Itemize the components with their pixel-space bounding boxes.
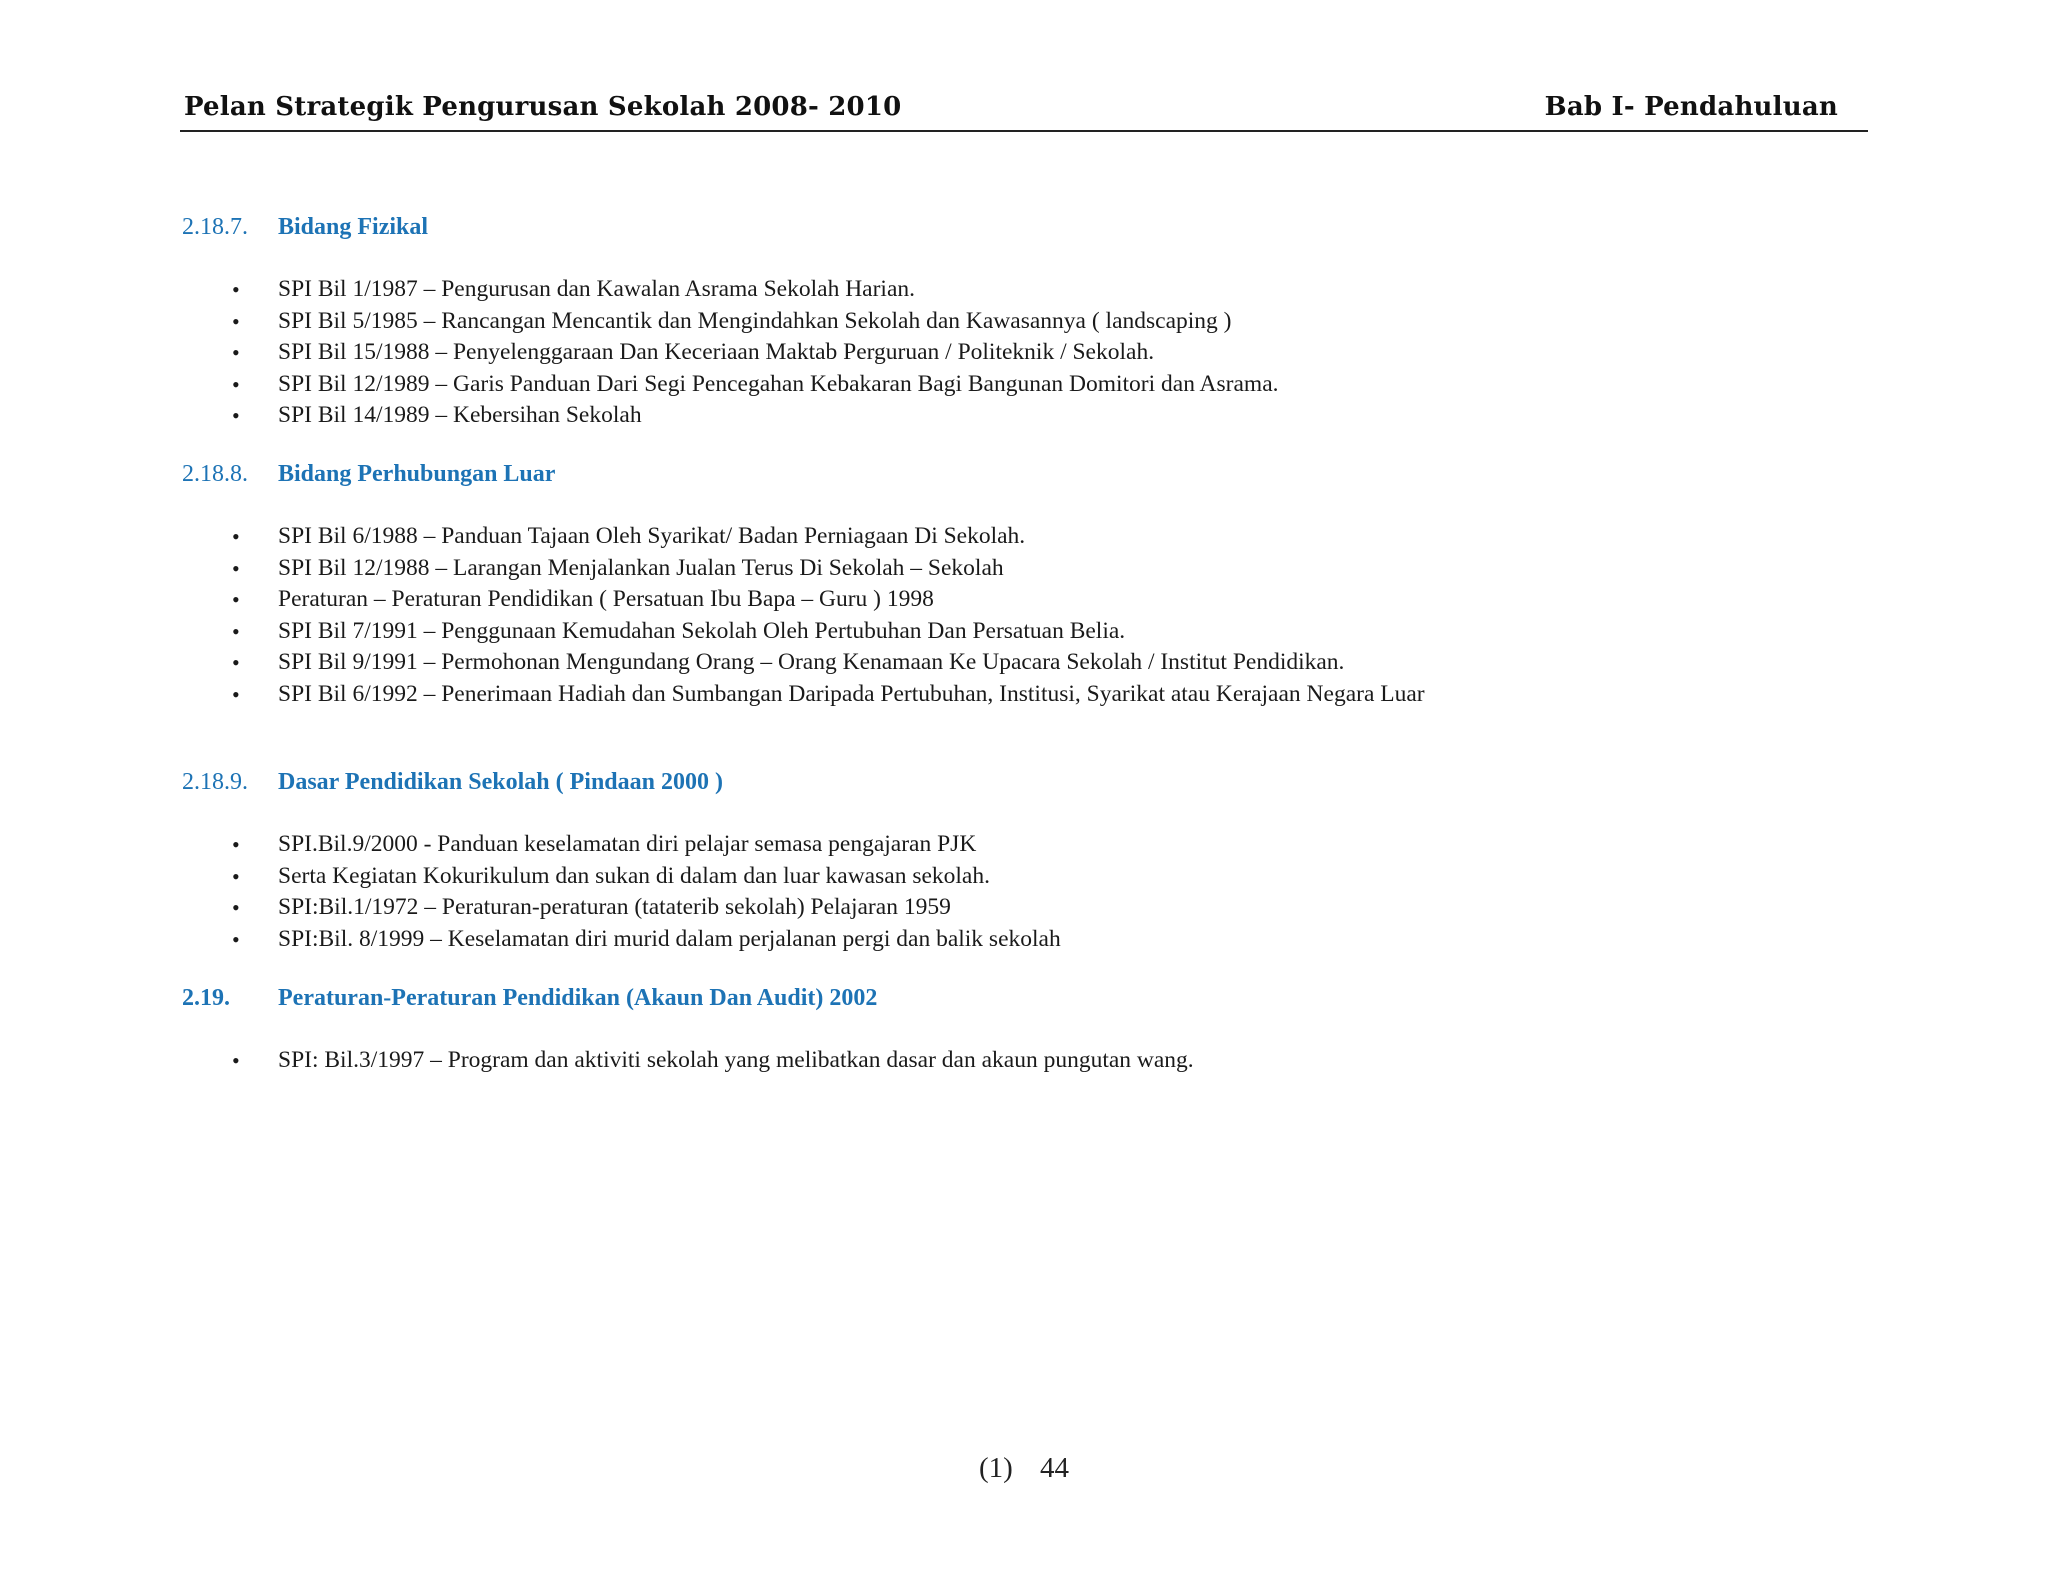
list-item — [182, 861, 1862, 893]
bullet-list — [182, 829, 1862, 955]
section-heading — [182, 769, 1862, 803]
bullet-icon: • — [232, 308, 240, 334]
bullet-icon: • — [232, 618, 240, 644]
header-document-title: Pelan Strategik Pengurusan Sekolah 2008- 2010 — [184, 92, 902, 122]
section-number: 2.18.9. — [182, 769, 248, 795]
bullet-list — [182, 521, 1862, 711]
section-title: Peraturan-Peraturan Pendidikan (Akaun Dan Audit) 2002 — [278, 985, 878, 1011]
list-item-text: SPI Bil 14/1989 – Kebersihan Sekolah — [278, 402, 642, 429]
bullet-icon: • — [232, 926, 240, 952]
section-heading — [182, 985, 1862, 1019]
page-number: 44 — [1040, 1452, 1070, 1484]
list-item — [182, 274, 1862, 306]
list-item — [182, 892, 1862, 924]
section-heading — [182, 214, 1862, 248]
list-item — [182, 584, 1862, 616]
section-bidang-perhubungan-luar — [182, 461, 1862, 711]
list-item — [182, 1045, 1862, 1077]
list-item-text: SPI Bil 5/1985 – Rancangan Mencantik dan Mengindahkan Sekolah dan Kawasannya ( landscaping ) — [278, 307, 1232, 334]
bullet-icon: • — [232, 555, 240, 581]
list-item-text: SPI Bil 6/1992 – Penerimaan Hadiah dan Sumbangan Daripada Pertubuhan, Institusi, Syarikat atau Kerajaan Negara Luar — [278, 680, 1425, 707]
list-item-text: SPI Bil 9/1991 – Permohonan Mengundang Orang – Orang Kenamaan Ke Upacara Sekolah / Institut Pendidikan. — [278, 649, 1345, 676]
list-item-text: SPI Bil 12/1989 – Garis Panduan Dari Segi Pencegahan Kebakaran Bagi Bangunan Domitori dan Asrama. — [278, 370, 1279, 397]
section-title: Bidang Fizikal — [278, 214, 429, 240]
list-item — [182, 647, 1862, 679]
section-number: 2.19. — [182, 985, 230, 1011]
list-item — [182, 306, 1862, 338]
list-item — [182, 521, 1862, 553]
bullet-icon: • — [232, 277, 240, 302]
list-item-text: SPI Bil 15/1988 – Penyelenggaraan Dan Keceriaan Maktab Perguruan / Politeknik / Sekolah. — [278, 339, 1155, 366]
section-peraturan-akaun-audit — [182, 985, 1862, 1077]
list-item — [182, 400, 1862, 432]
list-item — [182, 553, 1862, 585]
list-item-text: SPI:Bil. 8/1999 – Keselamatan diri murid dalam perjalanan pergi dan balik sekolah — [278, 925, 1061, 952]
section-title: Dasar Pendidikan Sekolah ( Pindaan 2000 ) — [278, 769, 723, 795]
page-footer — [0, 1452, 2048, 1485]
list-item-text: SPI Bil 12/1988 – Larangan Menjalankan Jualan Terus Di Sekolah – Sekolah — [278, 554, 1004, 581]
list-item-text: Serta Kegiatan Kokurikulum dan sukan di dalam dan luar kawasan sekolah. — [278, 862, 990, 889]
header-chapter-title: Bab I- Pendahuluan — [1544, 92, 1838, 122]
bullet-icon: • — [232, 371, 240, 397]
list-item — [182, 616, 1862, 648]
list-item-text: SPI Bil 6/1988 – Panduan Tajaan Oleh Syarikat/ Badan Perniagaan Di Sekolah. — [278, 523, 1026, 549]
section-bidang-fizikal — [182, 214, 1862, 432]
list-item-text: SPI.Bil.9/2000 - Panduan keselamatan diri pelajar semasa pengajaran PJK — [278, 831, 977, 857]
list-item-text: SPI: Bil.3/1997 – Program dan aktiviti sekolah yang melibatkan dasar dan akaun pungutan wang. — [278, 1047, 1194, 1073]
section-heading — [182, 461, 1862, 495]
bullet-list — [182, 1045, 1862, 1077]
section-dasar-pendidikan-sekolah — [182, 769, 1862, 955]
section-number: 2.18.7. — [182, 214, 248, 240]
section-number: 2.18.8. — [182, 461, 248, 487]
list-item — [182, 369, 1862, 401]
page-header — [180, 90, 1868, 132]
section-title: Bidang Perhubungan Luar — [278, 461, 556, 487]
bullet-icon: • — [232, 895, 240, 921]
list-item-text: Peraturan – Peraturan Pendidikan ( Persatuan Ibu Bapa – Guru ) 1998 — [278, 586, 934, 613]
bullet-icon: • — [232, 587, 240, 613]
list-item-text: SPI Bil 7/1991 – Penggunaan Kemudahan Sekolah Oleh Pertubuhan Dan Persatuan Belia. — [278, 617, 1126, 644]
bullet-icon: • — [232, 524, 240, 549]
footer-section-marker: (1) — [978, 1452, 1013, 1484]
bullet-icon: • — [232, 681, 240, 707]
list-item — [182, 924, 1862, 956]
bullet-icon: • — [232, 403, 240, 429]
list-item — [182, 829, 1862, 861]
bullet-icon: • — [232, 1048, 240, 1073]
list-item — [182, 679, 1862, 711]
bullet-icon: • — [232, 863, 240, 889]
bullet-icon: • — [232, 832, 240, 857]
bullet-list — [182, 274, 1862, 432]
list-item — [182, 337, 1862, 369]
list-item-text: SPI:Bil.1/1972 – Peraturan-peraturan (tataterib sekolah) Pelajaran 1959 — [278, 894, 951, 921]
bullet-icon: • — [232, 340, 240, 366]
list-item-text: SPI Bil 1/1987 – Pengurusan dan Kawalan Asrama Sekolah Harian. — [278, 276, 916, 302]
bullet-icon: • — [232, 650, 240, 676]
